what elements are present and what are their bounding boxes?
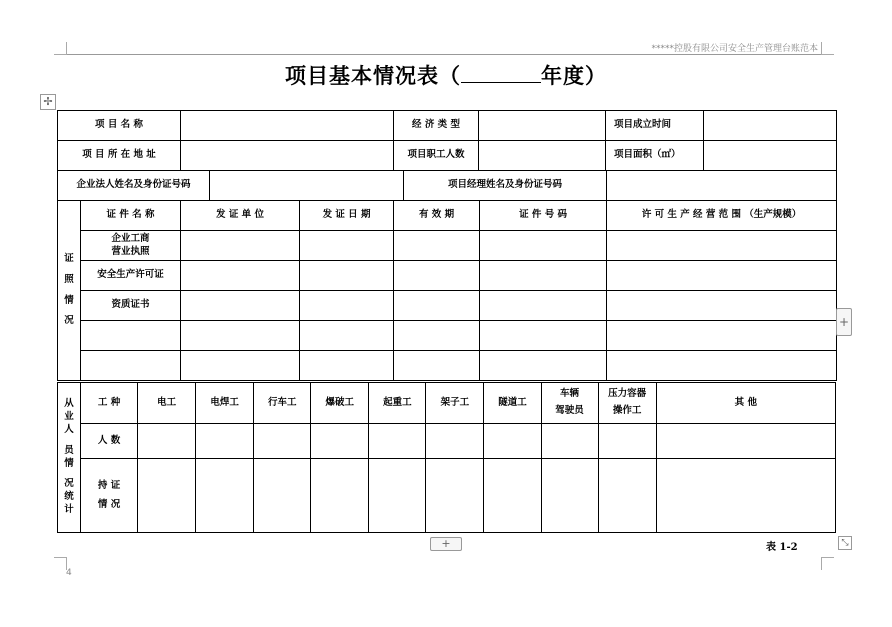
cell[interactable] — [656, 424, 835, 459]
table-row — [58, 261, 837, 291]
established-cell[interactable] — [704, 111, 837, 141]
count-label: 人 数 — [81, 424, 138, 459]
header-validity: 有 效 期 — [394, 201, 480, 231]
cell[interactable] — [480, 291, 607, 321]
cell[interactable] — [484, 459, 541, 533]
cell[interactable] — [394, 231, 480, 261]
header-rule — [66, 54, 834, 55]
cell[interactable] — [311, 459, 369, 533]
cert-name-blank[interactable] — [81, 351, 181, 381]
table-row — [58, 321, 837, 351]
cell[interactable] — [394, 321, 480, 351]
cell[interactable] — [181, 291, 300, 321]
cell[interactable] — [181, 231, 300, 261]
cell[interactable] — [300, 351, 394, 381]
cell[interactable] — [181, 351, 300, 381]
cell[interactable] — [394, 351, 480, 381]
table-row — [58, 141, 837, 171]
legal-rep-cell[interactable] — [210, 171, 404, 201]
cell[interactable] — [480, 231, 607, 261]
cell[interactable] — [196, 459, 254, 533]
cell[interactable] — [541, 459, 598, 533]
type-other: 其 他 — [656, 383, 835, 424]
header-cert-number: 证 件 号 码 — [480, 201, 607, 231]
area-cell[interactable] — [704, 141, 837, 171]
cert-name-safety-permit: 安全生产许可证 — [81, 261, 181, 291]
location-label: 项 目 所 在 地 址 — [58, 141, 181, 171]
cell[interactable] — [300, 231, 394, 261]
table-row — [58, 201, 837, 231]
cell[interactable] — [426, 459, 484, 533]
table-row — [58, 424, 836, 459]
table-resize-icon[interactable]: ⤡ — [838, 536, 852, 550]
type-welder: 电焊工 — [196, 383, 254, 424]
page-header-text: *****控股有限公司安全生产管理台账范本 — [651, 44, 818, 54]
cell[interactable] — [254, 459, 311, 533]
cell[interactable] — [300, 261, 394, 291]
table-row — [58, 351, 837, 381]
corner-mark-bottom-right — [821, 557, 834, 570]
cell[interactable] — [607, 231, 837, 261]
add-row-plus-icon[interactable]: + — [430, 537, 462, 551]
cell[interactable] — [369, 459, 426, 533]
basic-info-table — [57, 110, 837, 171]
cell[interactable] — [541, 424, 598, 459]
table-row — [58, 291, 837, 321]
type-electrician: 电工 — [138, 383, 196, 424]
established-label: 项目成立时间 — [606, 111, 704, 141]
header-cert-name: 证 件 名 称 — [81, 201, 181, 231]
economic-type-label: 经 济 类 型 — [394, 111, 479, 141]
year-blank[interactable] — [461, 64, 541, 83]
table-row — [58, 459, 836, 533]
cell[interactable] — [598, 459, 656, 533]
cell[interactable] — [607, 321, 837, 351]
cell[interactable] — [311, 424, 369, 459]
cell[interactable] — [300, 291, 394, 321]
type-tunneler: 隧道工 — [484, 383, 541, 424]
cell[interactable] — [394, 291, 480, 321]
license-side-label: 证 照 情 况 — [58, 201, 81, 381]
staff-table — [57, 382, 836, 533]
add-column-plus-icon[interactable]: + — [836, 308, 852, 336]
table-move-handle-icon[interactable]: ✢ — [40, 94, 56, 110]
cell[interactable] — [138, 459, 196, 533]
manager-label: 项目经理姓名及身份证号码 — [404, 171, 607, 201]
cell[interactable] — [181, 261, 300, 291]
economic-type-cell[interactable] — [479, 111, 606, 141]
type-crane-operator: 行车工 — [254, 383, 311, 424]
page-number: 4 — [66, 568, 72, 578]
header-scope: 许 可 生 产 经 营 范 围 （生产规模） — [607, 201, 837, 231]
cell[interactable] — [394, 261, 480, 291]
table-row — [58, 111, 837, 141]
cert-name-blank[interactable] — [81, 321, 181, 351]
cell[interactable] — [480, 261, 607, 291]
type-label: 工 种 — [81, 383, 138, 424]
cell[interactable] — [480, 321, 607, 351]
page-title — [0, 60, 892, 90]
cert-name-qualification: 资质证书 — [81, 291, 181, 321]
project-name-label: 项 目 名 称 — [58, 111, 181, 141]
cell[interactable] — [181, 321, 300, 351]
corner-mark-top-right — [821, 42, 834, 55]
cell[interactable] — [480, 351, 607, 381]
license-table — [57, 170, 837, 381]
cell[interactable] — [607, 351, 837, 381]
header-issue-date: 发 证 日 期 — [300, 201, 394, 231]
cell[interactable] — [426, 424, 484, 459]
cell[interactable] — [484, 424, 541, 459]
employees-label: 项目职工人数 — [394, 141, 479, 171]
area-label: 项目面积（㎡） — [606, 141, 704, 171]
corner-mark-top-left — [54, 42, 67, 55]
cell[interactable] — [138, 424, 196, 459]
header-issuer: 发 证 单 位 — [181, 201, 300, 231]
legal-rep-label: 企业法人姓名及身份证号码 — [58, 171, 210, 201]
cert-name-business-license: 企业工商 营业执照 — [81, 231, 181, 261]
manager-cell[interactable] — [607, 171, 837, 201]
cell[interactable] — [598, 424, 656, 459]
table-note: 表 1-2 — [766, 542, 798, 553]
title-main: 项目基本情况表（ — [285, 63, 461, 88]
cell[interactable] — [254, 424, 311, 459]
cell[interactable] — [196, 424, 254, 459]
cell[interactable] — [607, 261, 837, 291]
table-row — [58, 171, 837, 201]
title-suffix: 年度） — [541, 63, 607, 88]
cert-status-label: 持 证 情 况 — [81, 459, 138, 533]
type-rigger: 起重工 — [369, 383, 426, 424]
cell[interactable] — [607, 291, 837, 321]
table-row — [58, 383, 836, 424]
cell[interactable] — [656, 459, 835, 533]
type-pressure-vessel: 压力容器 操作工 — [598, 383, 656, 424]
location-cell[interactable] — [181, 141, 394, 171]
employees-cell[interactable] — [479, 141, 606, 171]
type-scaffolder: 架子工 — [426, 383, 484, 424]
cell[interactable] — [369, 424, 426, 459]
type-blaster: 爆破工 — [311, 383, 369, 424]
project-name-cell[interactable] — [181, 111, 394, 141]
staff-side-label: 从 业 人 员 情 况 统 计 — [58, 383, 81, 533]
cell[interactable] — [300, 321, 394, 351]
table-row — [58, 231, 837, 261]
type-driver: 车辆 驾驶员 — [541, 383, 598, 424]
